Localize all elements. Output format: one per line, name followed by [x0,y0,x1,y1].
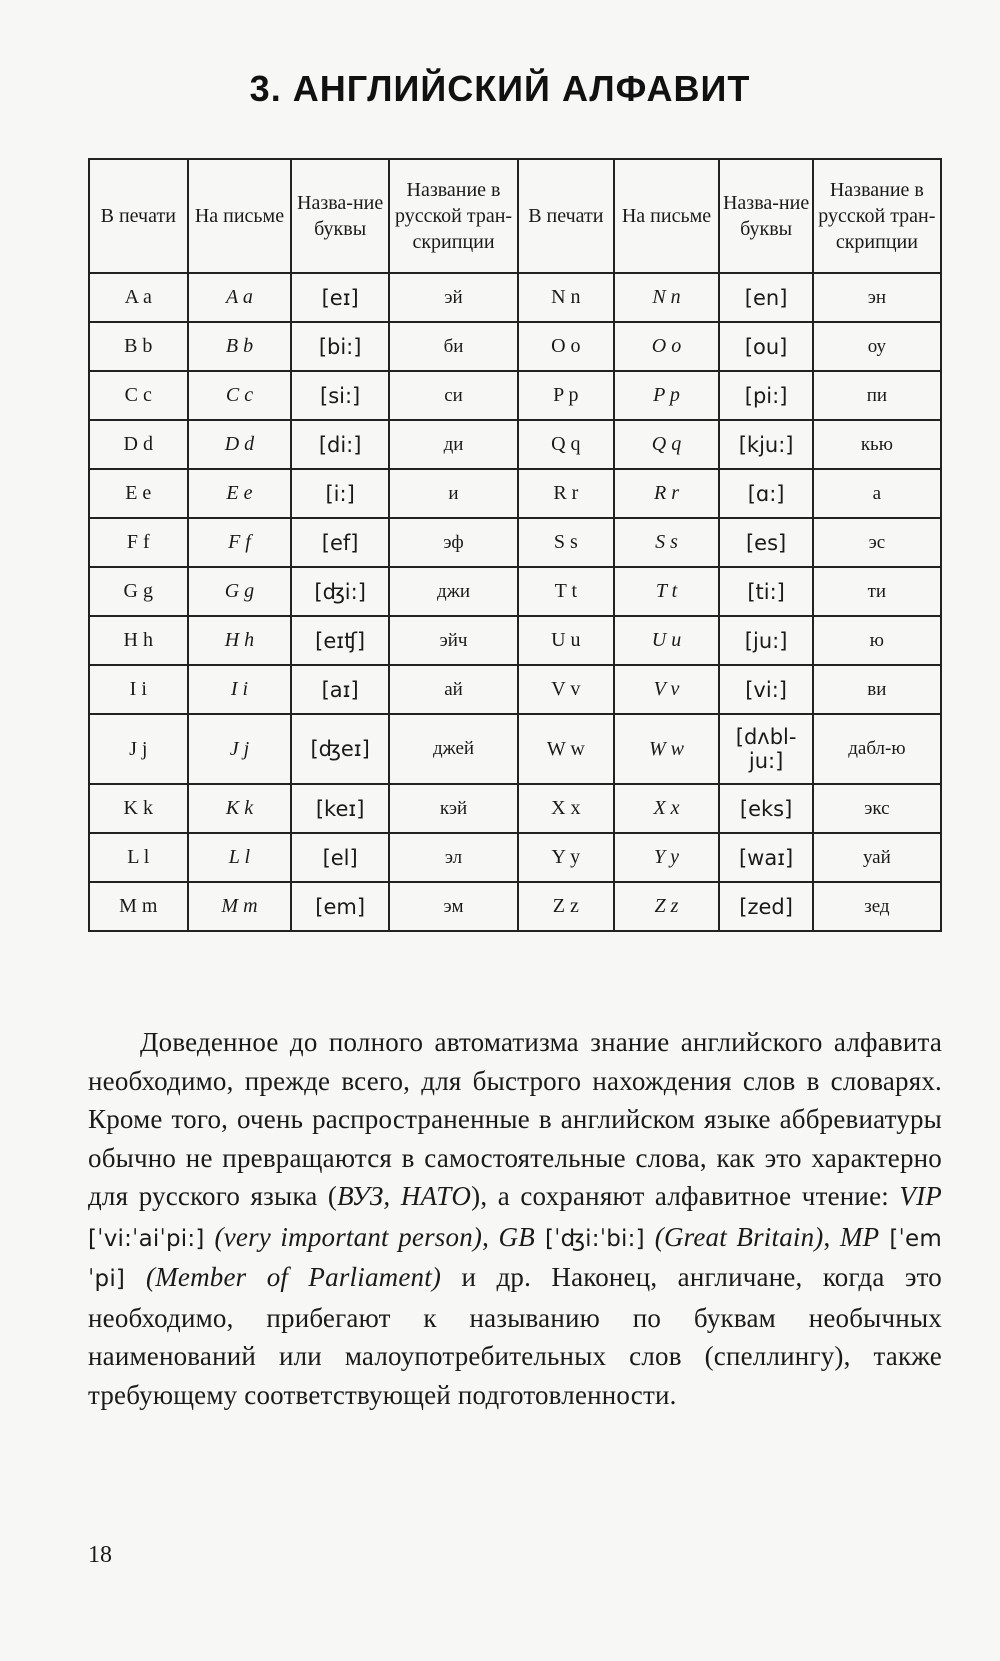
russian-transcription: си [389,371,518,420]
print-form: F f [89,518,188,567]
russian-transcription: оу [813,322,941,371]
letter-name: [di:] [291,420,388,469]
russian-transcription: ди [389,420,518,469]
print-form: U u [518,616,613,665]
written-form: N n [614,273,720,322]
table-row [89,665,941,714]
letter-name: [ju:] [719,616,812,665]
russian-transcription: экс [813,784,941,833]
written-form: B b [188,322,292,371]
print-form: J j [89,714,188,784]
print-form: T t [518,567,613,616]
written-form: D d [188,420,292,469]
written-form: O o [614,322,720,371]
russian-transcription: ай [389,665,518,714]
written-form: T t [614,567,720,616]
letter-name: [vi:] [719,665,812,714]
letter-name: [keɪ] [291,784,388,833]
print-form: B b [89,322,188,371]
russian-transcription: би [389,322,518,371]
letter-name: [aɪ] [291,665,388,714]
paragraph-text: и др. Наконец, англичане, когда это необходимо, прибегают к называнию по буквам необычных наименований или малоупотребительных слов (спеллингу), также требующему соответствующей подготовленности. [88,1262,942,1410]
table-row [89,469,941,518]
russian-transcription: уай [813,833,941,882]
header-russian: Название в русской тран-скрипции [389,159,518,273]
russian-transcription: кэй [389,784,518,833]
abbr-vuz-nato: ВУЗ, НАТО [337,1181,472,1211]
russian-transcription: пи [813,371,941,420]
print-form: D d [89,420,188,469]
written-form: Z z [614,882,720,931]
print-form: R r [518,469,613,518]
russian-transcription: джей [389,714,518,784]
written-form: A a [188,273,292,322]
table-row [89,714,941,784]
print-form: Z z [518,882,613,931]
print-form: X x [518,784,613,833]
letter-name: [ef] [291,518,388,567]
transcription-gb: [ˈʤi:ˈbi:] [534,1225,655,1252]
table-row [89,882,941,931]
letter-name: [ʤeɪ] [291,714,388,784]
abbr-vip: VIP [899,1181,942,1211]
letter-name: [em] [291,882,388,931]
letter-name: [pi:] [719,371,812,420]
letter-name: [eɪʧ] [291,616,388,665]
russian-transcription: а [813,469,941,518]
written-form: X x [614,784,720,833]
russian-transcription: ю [813,616,941,665]
page-number: 18 [88,1542,112,1568]
letter-name: [i:] [291,469,388,518]
header-name: Назва-ние буквы [719,159,812,273]
letter-name: [eks] [719,784,812,833]
table-row [89,567,941,616]
table-row [89,784,941,833]
written-form: J j [188,714,292,784]
letter-name: [kju:] [719,420,812,469]
letter-name: [eɪ] [291,273,388,322]
print-form: H h [89,616,188,665]
russian-transcription: эл [389,833,518,882]
russian-transcription: эйч [389,616,518,665]
written-form: Q q [614,420,720,469]
alphabet-table [88,158,942,932]
letter-name: [es] [719,518,812,567]
written-form: K k [188,784,292,833]
written-form: W w [614,714,720,784]
print-form: O o [518,322,613,371]
paragraph-text: , [823,1221,840,1252]
letter-name: [si:] [291,371,388,420]
written-form: S s [614,518,720,567]
transcription-mp: [ˈemˈpi] [88,1225,943,1292]
written-form: P p [614,371,720,420]
header-print: В печати [518,159,613,273]
russian-transcription: ви [813,665,941,714]
letter-name: [dʌbl-ju:] [719,714,812,784]
russian-transcription: эн [813,273,941,322]
russian-transcription: зед [813,882,941,931]
table-row [89,322,941,371]
table-row [89,273,941,322]
letter-name: [ʤi:] [291,567,388,616]
russian-transcription: эф [389,518,518,567]
table-row [89,833,941,882]
letter-name: [waɪ] [719,833,812,882]
written-form: U u [614,616,720,665]
print-form: G g [89,567,188,616]
print-form: N n [518,273,613,322]
russian-transcription: эм [389,882,518,931]
written-form: Y y [614,833,720,882]
print-form: K k [89,784,188,833]
transcription-vip: [ˈvi:ˈaiˈpi:] [88,1225,215,1252]
written-form: L l [188,833,292,882]
abbr-gb: GB [498,1221,535,1252]
print-form: M m [89,882,188,931]
letter-name: [zed] [719,882,812,931]
expansion-vip: (very important person) [214,1221,483,1252]
letter-name: [el] [291,833,388,882]
russian-transcription: эс [813,518,941,567]
written-form: C c [188,371,292,420]
page-title: 3. АНГЛИЙСКИЙ АЛФАВИТ [249,68,751,109]
header-written: На письме [614,159,720,273]
russian-transcription: ти [813,567,941,616]
letter-name: [en] [719,273,812,322]
letter-name: [ɑ:] [719,469,812,518]
print-form: P p [518,371,613,420]
written-form: F f [188,518,292,567]
table-row [89,616,941,665]
print-form: Q q [518,420,613,469]
table-row [89,420,941,469]
table-row [89,518,941,567]
written-form: I i [188,665,292,714]
russian-transcription: джи [389,567,518,616]
print-form: V v [518,665,613,714]
print-form: L l [89,833,188,882]
letter-name: [ou] [719,322,812,371]
header-print: В печати [89,159,188,273]
russian-transcription: эй [389,273,518,322]
letter-name: [ti:] [719,567,812,616]
expansion-gb: (Great Britain) [654,1221,824,1252]
body-paragraph [88,1023,942,1414]
header-russian: Название в русской тран-скрипции [813,159,941,273]
written-form: H h [188,616,292,665]
print-form: E e [89,469,188,518]
paragraph-text: , [482,1221,499,1252]
paragraph-text: ), а сохраняют алфавитное чтение: [471,1181,900,1211]
letter-name: [bi:] [291,322,388,371]
written-form: G g [188,567,292,616]
header-written: На письме [188,159,292,273]
print-form: Y y [518,833,613,882]
written-form: M m [188,882,292,931]
written-form: V v [614,665,720,714]
russian-transcription: кью [813,420,941,469]
print-form: S s [518,518,613,567]
print-form: A a [89,273,188,322]
header-name: Назва-ние буквы [291,159,388,273]
print-form: W w [518,714,613,784]
russian-transcription: и [389,469,518,518]
written-form: E e [188,469,292,518]
russian-transcription: дабл-ю [813,714,941,784]
written-form: R r [614,469,720,518]
table-row [89,371,941,420]
print-form: C c [89,371,188,420]
expansion-mp: (Member of Parliament) [146,1262,442,1292]
abbr-mp: MP [839,1221,880,1252]
print-form: I i [89,665,188,714]
paragraph-text: Доведенное до полного автоматизма знание английского алфавита необходимо, прежде всего, для быстрого нахождения слов в словарях. Кроме того, очень распространенные в английском языке аббревиатуры обычно не превращаются в самостоятельные слова, как это характерно для русского языка ( [88,1027,942,1211]
table-header-row [89,159,941,273]
